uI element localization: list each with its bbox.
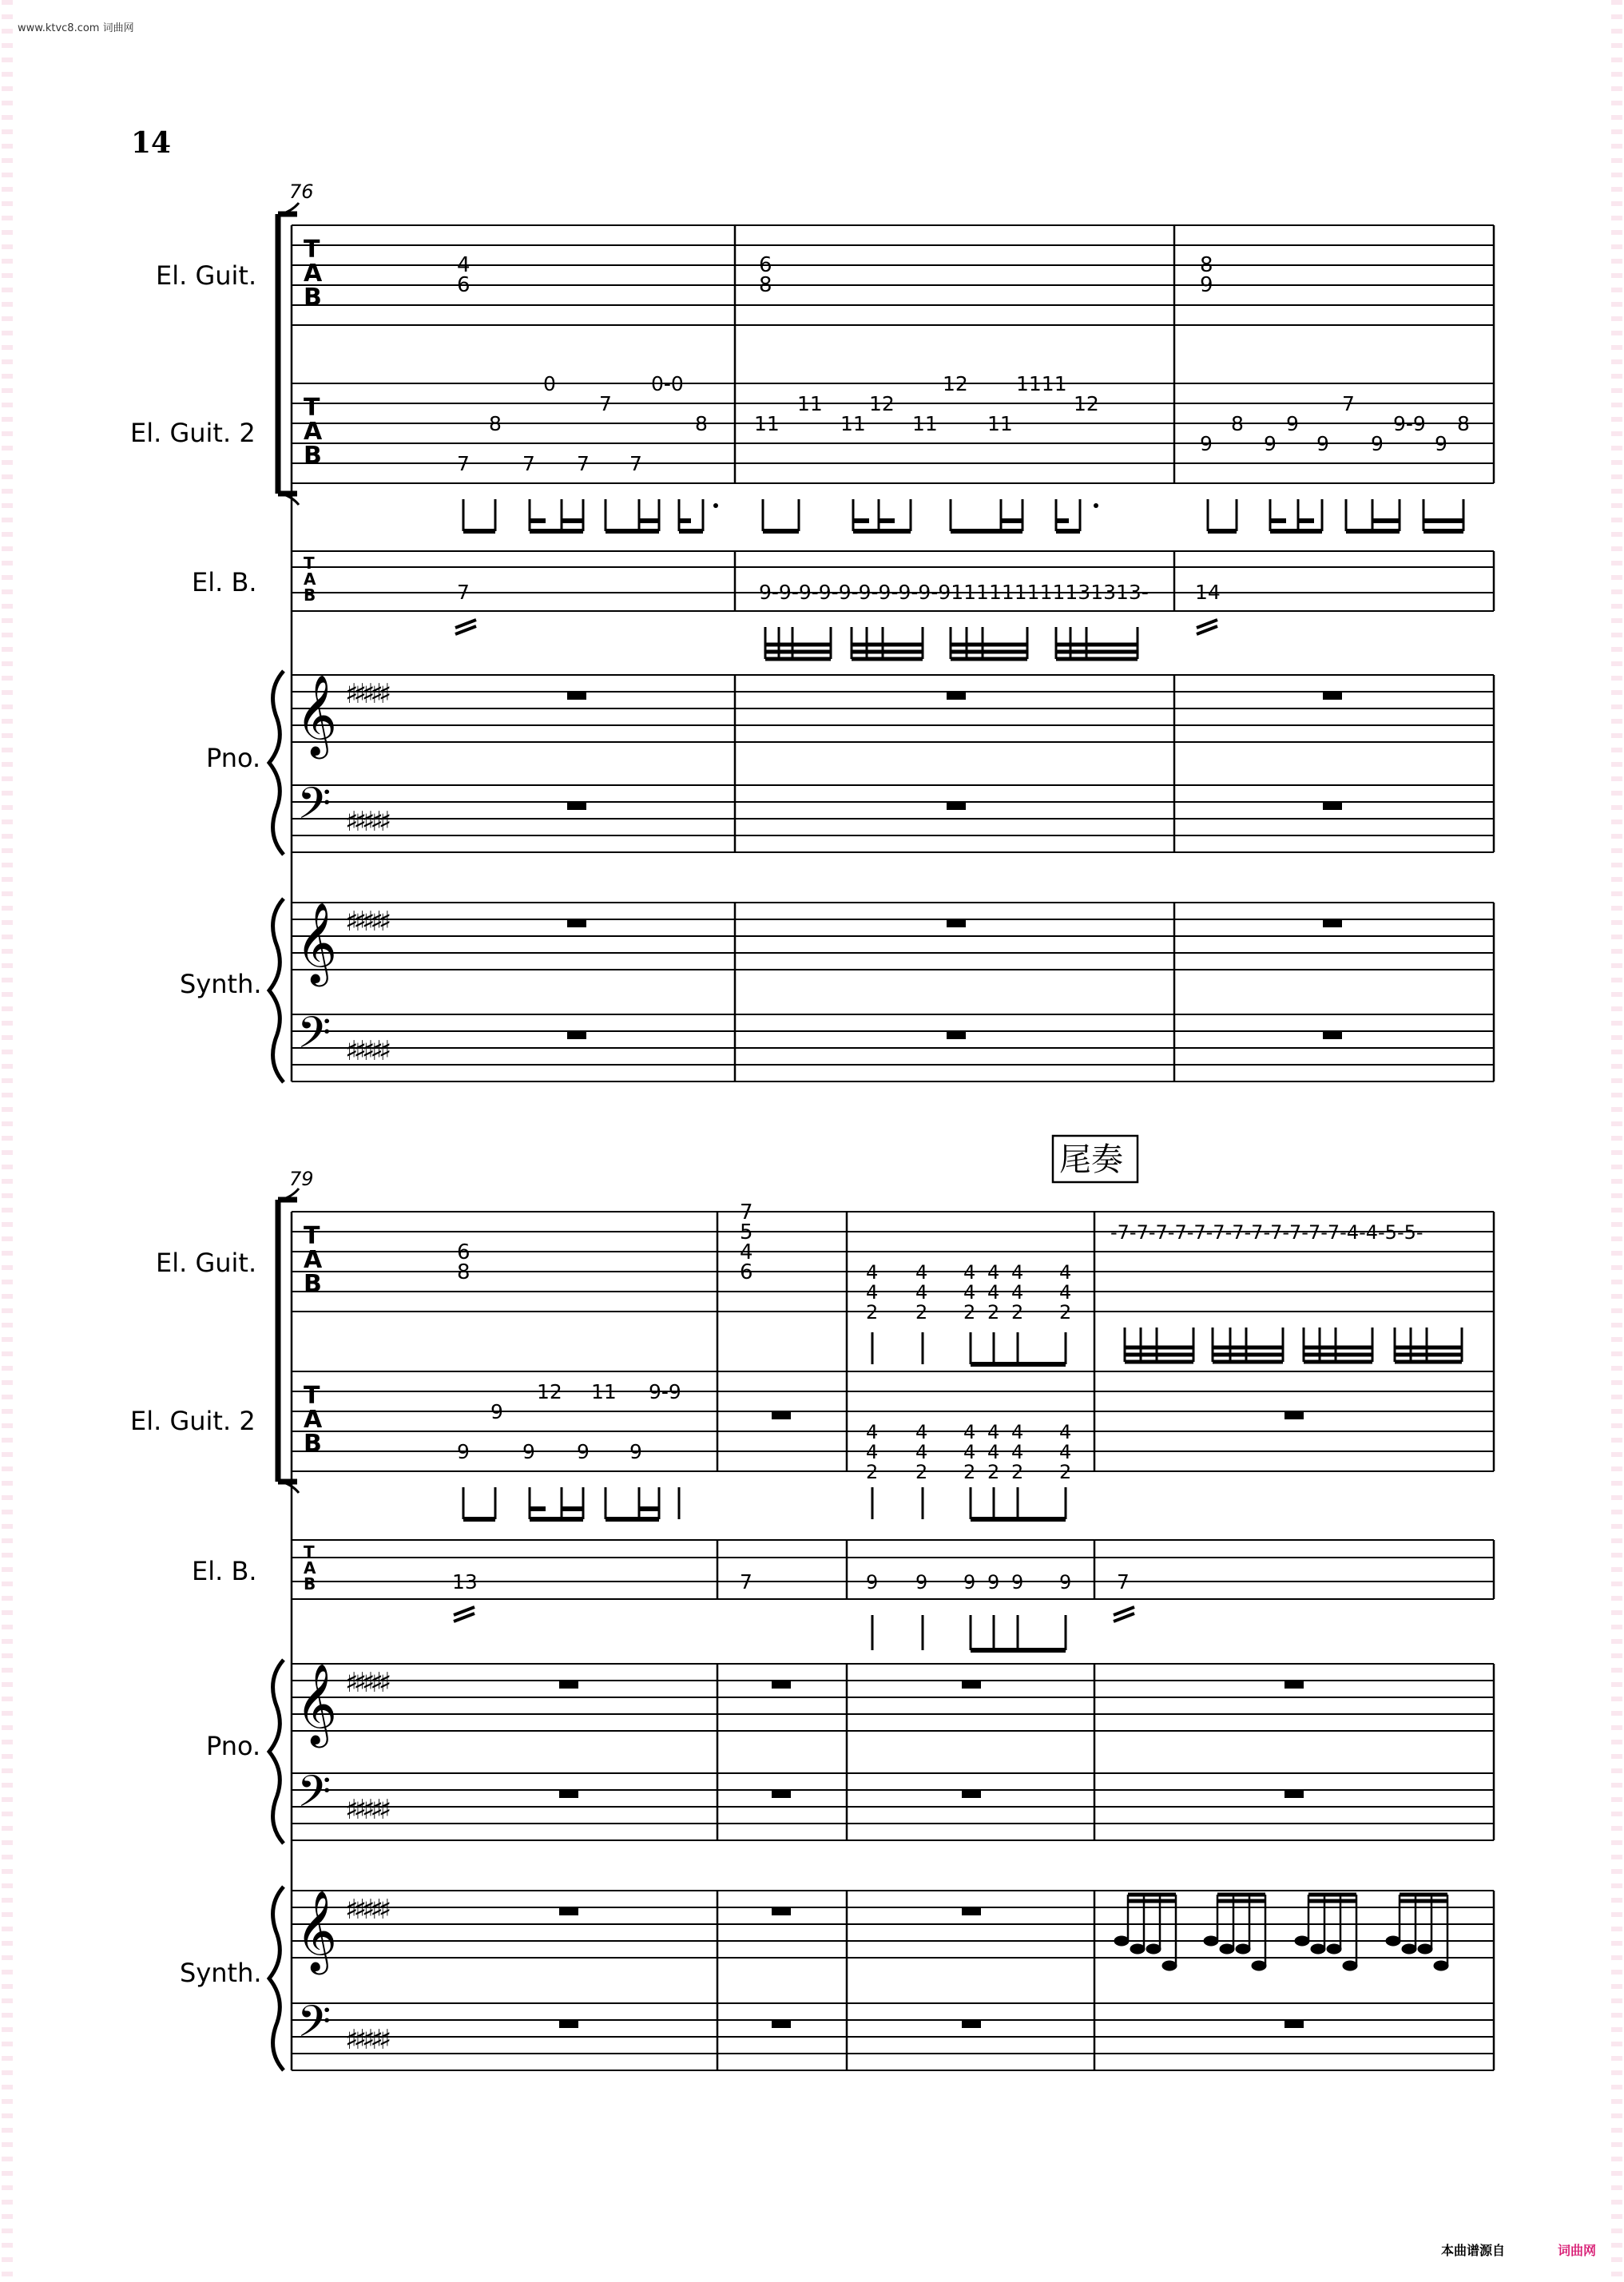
bass-clef-icon: 𝄢: [297, 778, 332, 839]
tab-fret: 2: [1059, 1301, 1072, 1324]
tab-clef: A: [304, 1406, 323, 1434]
tab-fret: 12: [537, 1380, 562, 1403]
el-guit-label: El. Guit.: [156, 260, 257, 291]
tab-fret: 4: [1011, 1421, 1024, 1443]
tab-fret: 9: [987, 1571, 1000, 1593]
system-1: [130, 181, 1494, 1082]
tab-fret: 4: [740, 1240, 753, 1264]
tab-clef: B: [304, 442, 322, 470]
tab-fret: 4: [987, 1441, 1000, 1463]
tab-fret: 9: [629, 1440, 642, 1463]
tab-fret: 2: [866, 1301, 879, 1324]
measure-number-76: 76: [289, 181, 314, 203]
tab-clef: B: [304, 585, 316, 605]
el-guit2-label: El. Guit. 2: [130, 1406, 256, 1436]
tab-fret: 12: [869, 392, 895, 415]
tab-fret: 2: [1059, 1461, 1072, 1483]
tab-fret: 7: [1117, 1570, 1130, 1593]
key-signature: ♯♯♯♯♯: [345, 1035, 387, 1067]
tab-clef: A: [304, 260, 323, 288]
synth-brace: [269, 899, 284, 1082]
el-guit2-label: El. Guit. 2: [130, 418, 256, 448]
tab-fret: -7-7-7-7-7-7-7-7-7-7-7-7-4-4-5-5-: [1110, 1221, 1423, 1244]
measure-number-79: 79: [289, 1168, 314, 1190]
tab-fret: 7: [629, 452, 642, 475]
el-guit-label: El. Guit.: [156, 1248, 257, 1278]
tab-fret: 11: [797, 392, 823, 415]
tab-fret: 11: [840, 412, 866, 435]
tab-fret: 9: [1316, 432, 1329, 455]
el-guit-tab-staff: [292, 225, 1494, 325]
pno-brace: [269, 1660, 284, 1843]
tab-fret: 11: [591, 1380, 617, 1403]
tab-fret: 4: [915, 1261, 928, 1284]
tab-fret: 4: [1011, 1261, 1024, 1284]
tab-clef: B: [304, 284, 322, 312]
tremolo-mark: [454, 1607, 1134, 1621]
tab-clef: A: [304, 1558, 316, 1578]
pno-label: Pno.: [206, 743, 261, 773]
tab-fret: 4: [866, 1441, 879, 1463]
footer-site-label: 词曲网: [1558, 2243, 1597, 2258]
tab-fret: 11: [754, 412, 780, 435]
tab-fret: 4: [866, 1261, 879, 1284]
tab-clef: T: [304, 554, 315, 573]
tab-fret: 9: [1200, 273, 1213, 297]
tab-fret: 4: [1011, 1281, 1024, 1304]
tab-fret: 8: [457, 1260, 471, 1284]
tab-fret: 9-9-9-9-9-9-9-9-9-9111111111131313-: [759, 581, 1149, 604]
tab-clef: B: [304, 1270, 322, 1298]
treble-clef-icon: 𝄞: [296, 901, 338, 983]
key-signature: ♯♯♯♯♯: [345, 2024, 387, 2056]
tab-fret: 7: [599, 392, 612, 415]
key-signature: ♯♯♯♯♯: [345, 1894, 387, 1926]
rest: [567, 919, 1342, 1039]
tab-fret: 4: [1059, 1281, 1072, 1304]
tab-fret: 2: [915, 1301, 928, 1324]
pno-brace: [269, 671, 284, 855]
el-b-label: El. B.: [192, 1556, 257, 1586]
tab-fret: 6: [759, 253, 772, 277]
tab-fret: 0: [543, 372, 556, 395]
tab-fret: 4: [963, 1421, 976, 1443]
system-2: [130, 1136, 1494, 2070]
key-signature: ♯♯♯♯♯: [345, 1667, 387, 1699]
tab-fret: 14: [1195, 581, 1221, 604]
guitar-group-bracket: [278, 1200, 297, 1482]
tab-fret: 4: [1059, 1421, 1072, 1443]
tab-fret: 7: [522, 452, 535, 475]
tab-fret: 4: [915, 1421, 928, 1443]
tab-fret: 9: [1435, 432, 1447, 455]
page-number: 14: [131, 126, 172, 160]
tab-fret: 8: [1457, 412, 1470, 435]
tab-clef: T: [304, 394, 320, 422]
tab-fret: 6: [457, 1240, 471, 1264]
el-guit-rhythm: [872, 1328, 1462, 1364]
tab-fret: 1111: [1016, 372, 1067, 395]
tab-fret: 4: [915, 1281, 928, 1304]
tab-fret: 11: [912, 412, 938, 435]
tab-fret: 4: [963, 1441, 976, 1463]
tab-fret: 9: [963, 1571, 976, 1593]
tab-fret: 0-0: [651, 372, 684, 395]
tab-fret: 8: [759, 273, 772, 297]
tab-fret: 8: [489, 412, 502, 435]
tab-fret: 9: [915, 1571, 928, 1593]
tab-fret: 7: [457, 581, 470, 604]
tab-fret: 6: [740, 1260, 753, 1284]
footer-source-label: 本曲谱源自: [1441, 2243, 1506, 2258]
tab-fret: 5: [740, 1220, 753, 1244]
tab-fret: 4: [1011, 1441, 1024, 1463]
tab-fret: 9: [577, 1440, 590, 1463]
synth-notes: [1114, 1895, 1448, 1970]
key-signature: ♯♯♯♯♯: [345, 678, 387, 710]
synth-brace: [269, 1887, 284, 2070]
tab-fret: 9: [1011, 1571, 1024, 1593]
tab-fret: 11: [987, 412, 1013, 435]
rest: [567, 692, 1342, 810]
tab-fret: 4: [457, 253, 471, 277]
tab-fret: 2: [1011, 1301, 1024, 1324]
el-guit2-rhythm: [463, 499, 1463, 531]
tab-fret: 2: [963, 1301, 976, 1324]
tab-fret: 4: [963, 1261, 976, 1284]
bass-clef-icon: 𝄢: [297, 1007, 332, 1069]
tab-fret: 2: [987, 1301, 1000, 1324]
tab-clef: A: [304, 418, 323, 446]
tab-fret: 9-9: [1393, 412, 1426, 435]
tab-fret: 4: [1059, 1261, 1072, 1284]
tab-clef: T: [304, 1542, 315, 1562]
synth-staves: [292, 903, 1494, 1081]
el-b-label: El. B.: [192, 567, 257, 597]
pno-label: Pno.: [206, 1731, 261, 1761]
tab-fret: 4: [1059, 1441, 1072, 1463]
tab-fret: 6: [457, 273, 471, 297]
tab-fret: 2: [866, 1461, 879, 1483]
tab-fret: 12: [1074, 392, 1099, 415]
tab-fret: 9: [490, 1400, 503, 1423]
tab-fret: 7: [457, 452, 470, 475]
site-watermark: www.ktvc8.com 词曲网: [18, 22, 134, 34]
el-b-rhythm: [765, 627, 1138, 659]
key-signature: ♯♯♯♯♯: [345, 806, 387, 838]
tab-fret: 4: [866, 1281, 879, 1304]
tab-fret: 8: [1231, 412, 1244, 435]
rest: [559, 1907, 1304, 2028]
el-guit2-tab-staff: [292, 1371, 1494, 1471]
tab-fret: 7: [740, 1201, 753, 1224]
tab-fret: 9: [1059, 1571, 1072, 1593]
pno-staves: [292, 1664, 1494, 1840]
el-guit2-rhythm: [463, 1487, 1066, 1519]
tab-fret: 8: [1200, 253, 1213, 277]
tab-fret: 9: [522, 1440, 535, 1463]
tab-fret: 2: [987, 1461, 1000, 1483]
tab-fret: 7: [577, 452, 590, 475]
tab-fret: 2: [915, 1461, 928, 1483]
tab-fret: 4: [963, 1281, 976, 1304]
tab-fret: 9: [1200, 432, 1213, 455]
tab-fret: 7: [1342, 392, 1355, 415]
tab-fret: 4: [987, 1261, 1000, 1284]
tab-fret: 9: [457, 1440, 470, 1463]
tab-fret: 2: [1011, 1461, 1024, 1483]
tab-fret: 2: [963, 1461, 976, 1483]
section-label: 尾奏: [1059, 1141, 1123, 1178]
tab-clef: B: [304, 1430, 322, 1458]
tab-fret: 9-9: [649, 1380, 681, 1403]
rest: [1285, 1411, 1304, 1419]
rest: [559, 1681, 1304, 1798]
rest: [772, 1411, 791, 1419]
tab-clef: B: [304, 1574, 316, 1593]
treble-clef-icon: 𝄞: [296, 1662, 338, 1744]
treble-clef-icon: 𝄞: [296, 673, 338, 756]
tab-fret: 9: [866, 1571, 879, 1593]
tab-fret: 9: [1286, 412, 1299, 435]
key-signature: ♯♯♯♯♯: [345, 906, 387, 938]
synth-label: Synth.: [180, 969, 262, 999]
tab-fret: 7: [740, 1570, 752, 1593]
tab-clef: T: [304, 236, 320, 264]
tab-fret: 13: [452, 1570, 478, 1593]
synth-label: Synth.: [180, 1958, 262, 1988]
pno-staves: [292, 675, 1494, 852]
tab-fret: 4: [987, 1421, 1000, 1443]
synth-staves: [292, 1891, 1494, 2070]
bass-clef-icon: 𝄢: [297, 1996, 332, 2058]
key-signature: ♯♯♯♯♯: [345, 1794, 387, 1826]
tab-fret: 9: [1371, 432, 1384, 455]
tab-fret: 4: [987, 1281, 1000, 1304]
tab-fret: 12: [943, 372, 968, 395]
tremolo-mark: [455, 620, 1217, 634]
bass-clef-icon: 𝄢: [297, 1766, 332, 1828]
el-b-rhythm: [872, 1615, 1066, 1650]
tab-clef: A: [304, 570, 316, 589]
tab-fret: 4: [866, 1421, 879, 1443]
tab-clef: T: [304, 1222, 320, 1250]
treble-clef-icon: 𝄞: [296, 1889, 338, 1971]
tab-clef: T: [304, 1382, 320, 1410]
tab-fret: 8: [695, 412, 708, 435]
guitar-group-bracket: [278, 214, 297, 494]
tab-fret: 9: [1264, 432, 1277, 455]
tab-clef: A: [304, 1246, 323, 1274]
tab-fret: 4: [915, 1441, 928, 1463]
